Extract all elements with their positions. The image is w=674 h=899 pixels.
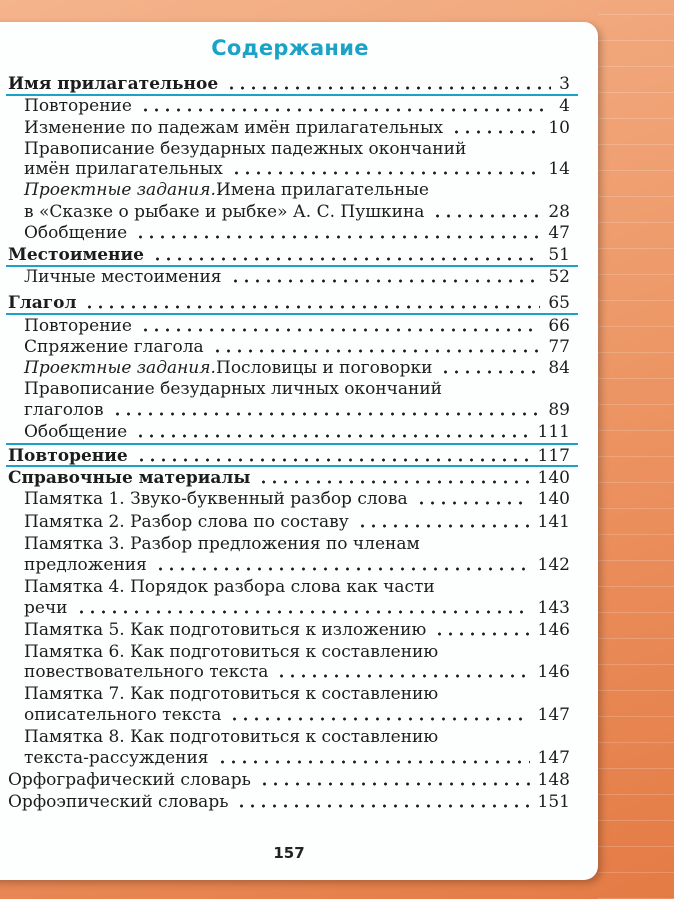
- toc-entry-title: глаголов: [24, 400, 104, 420]
- toc-entry-page: 10: [548, 118, 570, 138]
- toc-entry-title: текста-рассуждения: [24, 748, 209, 768]
- toc-entry-title: Памятка 8. Как подготовиться к составлению: [24, 727, 439, 747]
- toc-entry[interactable]: [0, 554, 600, 577]
- toc-entry-page: 117: [537, 446, 570, 466]
- toc-entry[interactable]: [0, 378, 600, 401]
- toc-entry-title: Повторение: [24, 96, 132, 116]
- toc-entry[interactable]: [0, 726, 600, 749]
- toc-entry[interactable]: [0, 597, 600, 620]
- toc-entry-page: 47: [548, 223, 570, 243]
- toc-entry[interactable]: [0, 336, 600, 359]
- toc-entry-page: 146: [537, 662, 570, 682]
- toc-entry-page: 52: [548, 267, 570, 287]
- toc-entry-title: Памятка 6. Как подготовиться к составлению: [24, 642, 439, 662]
- toc-entry[interactable]: [0, 266, 600, 289]
- dot-leader: [140, 108, 551, 112]
- dot-leader: [259, 782, 530, 786]
- toc-entry[interactable]: [0, 791, 600, 814]
- dot-leader: [226, 86, 551, 90]
- toc-entry-title: Проектные задания.: [24, 180, 216, 200]
- toc-entry-title: предложения: [24, 555, 147, 575]
- toc-entry[interactable]: [0, 73, 600, 96]
- dot-leader: [135, 434, 530, 438]
- toc-entry-page: 148: [537, 770, 570, 790]
- toc-entry-page: 3: [559, 74, 570, 94]
- toc-entry-title: Местоимение: [8, 245, 144, 265]
- toc-entry-subtitle: Имена прилагательные: [216, 180, 429, 200]
- toc-entry-title: Памятка 2. Разбор слова по составу: [24, 512, 349, 532]
- toc-entry-title: Справочные материалы: [8, 468, 251, 488]
- toc-entry-title: Повторение: [24, 316, 132, 336]
- toc-entry-page: 77: [548, 337, 570, 357]
- toc-entry-title: Обобщение: [24, 422, 128, 442]
- toc-entry-page: 28: [548, 202, 570, 222]
- toc-entry[interactable]: [0, 576, 600, 599]
- toc-entry-page: 89: [548, 400, 570, 420]
- toc-entry-title: Памятка 4. Порядок разбора слова как части: [24, 577, 435, 597]
- dot-leader: [152, 257, 540, 261]
- toc-entry-title: имён прилагательных: [24, 159, 223, 179]
- toc-entry-page: 142: [537, 555, 570, 575]
- dot-leader: [357, 524, 530, 528]
- toc-entry[interactable]: [0, 399, 600, 422]
- dot-leader: [136, 458, 530, 462]
- dot-leader: [229, 717, 530, 721]
- dot-leader: [432, 214, 540, 218]
- toc-entry[interactable]: [0, 201, 600, 224]
- toc-entry-title: Изменение по падежам имён прилагательных: [24, 118, 444, 138]
- toc-entry[interactable]: [0, 357, 600, 380]
- dot-leader: [440, 370, 540, 374]
- toc-entry[interactable]: [0, 683, 600, 706]
- dot-leader: [76, 610, 530, 614]
- toc-entry[interactable]: [0, 511, 600, 534]
- dot-leader: [140, 328, 540, 332]
- dot-leader: [451, 130, 540, 134]
- toc-entry-page: 143: [537, 598, 570, 618]
- toc-entry-page: 141: [537, 512, 570, 532]
- toc-entry-page: 65: [548, 293, 570, 313]
- toc-entry-title: Правописание безударных личных окончаний: [24, 379, 443, 399]
- toc-entry-title: Повторение: [8, 446, 128, 466]
- toc-entry[interactable]: [0, 158, 600, 181]
- toc-entry-page: 151: [537, 792, 570, 812]
- toc-entry-page: 111: [537, 422, 570, 442]
- toc-entry[interactable]: [0, 222, 600, 245]
- toc-entry[interactable]: [0, 421, 600, 444]
- toc-entry-page: 146: [537, 620, 570, 640]
- toc-entry-subtitle: Пословицы и поговорки: [216, 358, 433, 378]
- toc-entry-title: речи: [24, 598, 68, 618]
- dot-leader: [135, 235, 540, 239]
- toc-entry-title: в «Сказке о рыбаке и рыбке» А. С. Пушкина: [24, 202, 425, 222]
- toc-entry[interactable]: [0, 292, 600, 315]
- toc-entry-page: 14: [548, 159, 570, 179]
- toc-entry[interactable]: [0, 445, 600, 468]
- dot-leader: [434, 632, 530, 636]
- dot-leader: [155, 567, 530, 571]
- toc-entry[interactable]: [0, 488, 600, 511]
- toc-entry[interactable]: [0, 467, 600, 490]
- dot-leader: [217, 760, 530, 764]
- dot-leader: [236, 804, 530, 808]
- toc-entry-title: Проектные задания.: [24, 358, 216, 378]
- page-title: Содержание: [211, 36, 369, 60]
- toc-entry-title: Обобщение: [24, 223, 128, 243]
- toc-entry[interactable]: [0, 704, 600, 727]
- dot-leader: [230, 279, 540, 283]
- page-number: 157: [273, 844, 305, 862]
- toc-entry-page: 84: [548, 358, 570, 378]
- dot-leader: [416, 501, 530, 505]
- toc-entry-title: повествовательного текста: [24, 662, 269, 682]
- toc-entry-title: Орфографический словарь: [8, 770, 251, 790]
- toc-entry-title: Памятка 7. Как подготовиться к составлению: [24, 684, 439, 704]
- toc-entry[interactable]: [0, 769, 600, 792]
- toc-entry-title: Орфоэпический словарь: [8, 792, 229, 812]
- toc-entry-page: 147: [537, 705, 570, 725]
- toc-entry[interactable]: [0, 244, 600, 267]
- dot-leader: [276, 674, 530, 678]
- toc-entry[interactable]: [0, 619, 600, 642]
- dot-leader: [112, 412, 540, 416]
- background-grid: [598, 0, 674, 899]
- toc-entry-page: 147: [537, 748, 570, 768]
- toc-entry[interactable]: [0, 117, 600, 140]
- toc-entry[interactable]: [0, 315, 600, 338]
- toc-entry[interactable]: [0, 95, 600, 118]
- toc-entry-title: Памятка 5. Как подготовиться к изложению: [24, 620, 427, 640]
- dot-leader: [231, 171, 540, 175]
- toc-entry-title: Памятка 1. Звуко-буквенный разбор слова: [24, 489, 408, 509]
- toc-entry-title: Глагол: [8, 293, 77, 313]
- toc-entry-title: Имя прилагательное: [8, 74, 219, 94]
- toc-entry-title: Правописание безударных падежных окончаний: [24, 139, 467, 159]
- toc-entry-page: 4: [559, 96, 570, 116]
- dot-leader: [212, 349, 540, 353]
- toc-entry[interactable]: [0, 747, 600, 770]
- dot-leader: [258, 480, 530, 484]
- dot-leader: [84, 305, 540, 309]
- toc-entry-title: Личные местоимения: [24, 267, 222, 287]
- toc-entry-title: Спряжение глагола: [24, 337, 204, 357]
- toc-entry-title: описательного текста: [24, 705, 222, 725]
- toc-entry-title: Памятка 3. Разбор предложения по членам: [24, 534, 420, 554]
- toc-entry-page: 140: [537, 468, 570, 488]
- toc-entry-page: 140: [537, 489, 570, 509]
- toc-entry-page: 51: [548, 245, 570, 265]
- toc-entry-page: 66: [548, 316, 570, 336]
- toc-entry[interactable]: [0, 661, 600, 684]
- toc-entry[interactable]: [0, 179, 600, 202]
- toc-entry[interactable]: [0, 533, 600, 556]
